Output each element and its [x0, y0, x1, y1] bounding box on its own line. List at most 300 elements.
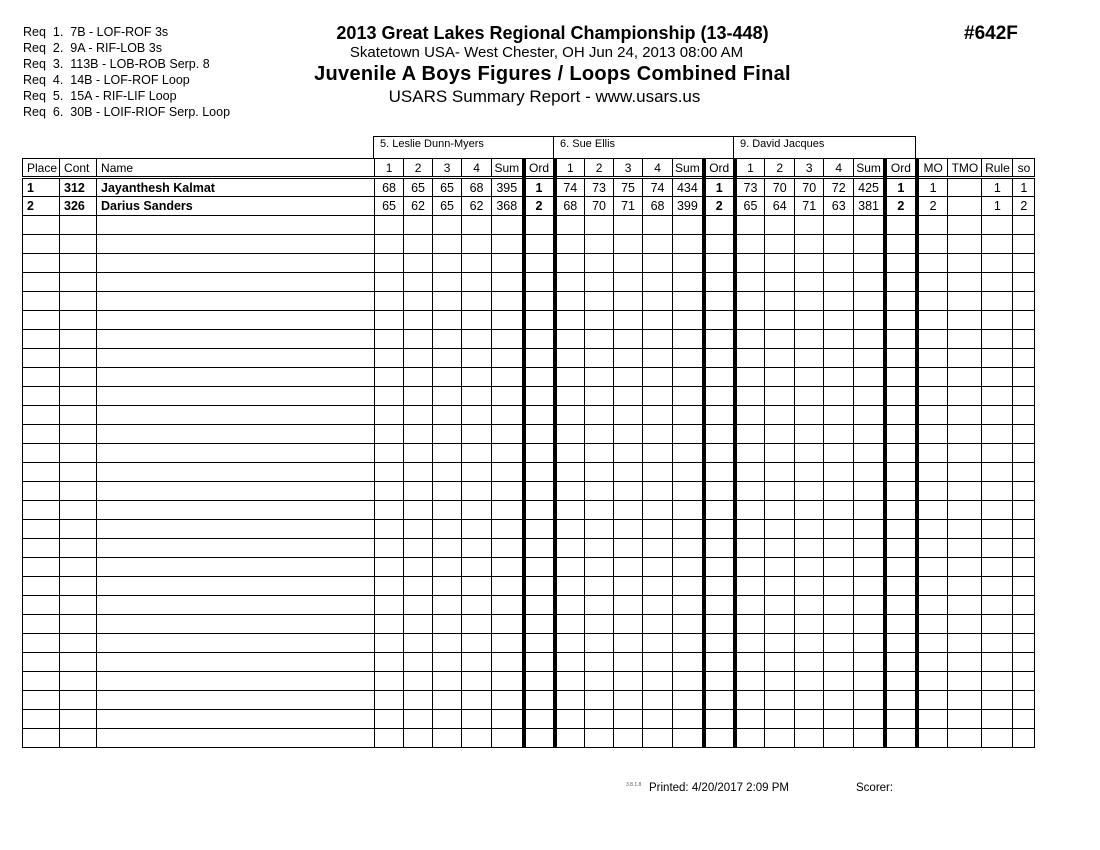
- empty-cell: [917, 710, 948, 729]
- empty-cell: [824, 463, 854, 482]
- ord-cell: 2: [885, 197, 917, 216]
- empty-cell: [462, 596, 492, 615]
- empty-cell: [433, 710, 462, 729]
- empty-cell: [555, 501, 585, 520]
- empty-cell: [735, 254, 765, 273]
- empty-cell: [1013, 634, 1035, 653]
- empty-cell: [948, 615, 982, 634]
- empty-cell: [462, 577, 492, 596]
- empty-cell: [704, 539, 735, 558]
- empty-cell: [643, 539, 673, 558]
- score-cell: 75: [614, 178, 643, 197]
- empty-cell: [885, 710, 917, 729]
- empty-cell: [765, 520, 795, 539]
- empty-table-row: [23, 558, 1035, 577]
- empty-cell: [23, 387, 60, 406]
- empty-cell: [585, 463, 614, 482]
- empty-cell: [824, 501, 854, 520]
- empty-cell: [60, 387, 97, 406]
- empty-cell: [948, 216, 982, 235]
- empty-cell: [97, 653, 375, 672]
- empty-cell: [885, 653, 917, 672]
- empty-cell: [917, 444, 948, 463]
- empty-cell: [917, 368, 948, 387]
- empty-cell: [97, 634, 375, 653]
- empty-cell: [1013, 425, 1035, 444]
- empty-cell: [524, 292, 555, 311]
- col-tmo: TMO: [948, 159, 982, 178]
- empty-cell: [673, 691, 704, 710]
- empty-cell: [23, 539, 60, 558]
- empty-cell: [765, 216, 795, 235]
- score-cell: 65: [735, 197, 765, 216]
- empty-cell: [735, 235, 765, 254]
- empty-cell: [885, 330, 917, 349]
- empty-cell: [23, 558, 60, 577]
- empty-cell: [524, 216, 555, 235]
- empty-cell: [462, 387, 492, 406]
- col-j1-2: 2: [404, 159, 433, 178]
- empty-cell: [404, 653, 433, 672]
- empty-cell: [97, 235, 375, 254]
- empty-table-row: [23, 254, 1035, 273]
- empty-cell: [555, 539, 585, 558]
- empty-cell: [735, 691, 765, 710]
- sum-cell: 381: [854, 197, 885, 216]
- empty-cell: [555, 368, 585, 387]
- empty-cell: [854, 216, 885, 235]
- empty-cell: [462, 444, 492, 463]
- col-cont: Cont: [60, 159, 97, 178]
- empty-cell: [795, 672, 824, 691]
- empty-cell: [735, 273, 765, 292]
- empty-cell: [375, 463, 404, 482]
- empty-cell: [492, 311, 524, 330]
- empty-cell: [885, 463, 917, 482]
- empty-cell: [60, 577, 97, 596]
- empty-cell: [917, 330, 948, 349]
- empty-cell: [704, 387, 735, 406]
- empty-cell: [433, 216, 462, 235]
- empty-cell: [917, 577, 948, 596]
- cont-cell: 312: [60, 178, 97, 197]
- empty-cell: [735, 463, 765, 482]
- empty-cell: [982, 729, 1013, 748]
- empty-cell: [795, 615, 824, 634]
- empty-cell: [795, 596, 824, 615]
- empty-cell: [854, 615, 885, 634]
- empty-table-row: [23, 539, 1035, 558]
- empty-cell: [492, 672, 524, 691]
- empty-cell: [704, 330, 735, 349]
- empty-cell: [917, 501, 948, 520]
- empty-cell: [795, 349, 824, 368]
- score-cell: 70: [585, 197, 614, 216]
- empty-cell: [585, 216, 614, 235]
- empty-table-row: [23, 368, 1035, 387]
- mo-cell: 2: [917, 197, 948, 216]
- empty-cell: [492, 216, 524, 235]
- col-j2-ord: Ord: [704, 159, 735, 178]
- empty-cell: [854, 482, 885, 501]
- empty-cell: [1013, 482, 1035, 501]
- empty-cell: [23, 292, 60, 311]
- empty-cell: [614, 672, 643, 691]
- tmo-cell: [948, 197, 982, 216]
- empty-cell: [60, 596, 97, 615]
- empty-cell: [854, 444, 885, 463]
- empty-cell: [375, 691, 404, 710]
- judge-header-2: 6. Sue Ellis: [553, 136, 734, 158]
- empty-cell: [585, 368, 614, 387]
- empty-cell: [555, 254, 585, 273]
- empty-table-row: [23, 729, 1035, 748]
- empty-cell: [948, 634, 982, 653]
- empty-table-row: [23, 672, 1035, 691]
- empty-cell: [492, 425, 524, 444]
- empty-cell: [735, 577, 765, 596]
- empty-cell: [375, 482, 404, 501]
- empty-cell: [1013, 406, 1035, 425]
- empty-cell: [824, 710, 854, 729]
- empty-cell: [555, 235, 585, 254]
- empty-cell: [765, 444, 795, 463]
- empty-cell: [1013, 520, 1035, 539]
- empty-cell: [375, 710, 404, 729]
- empty-cell: [982, 444, 1013, 463]
- empty-cell: [60, 292, 97, 311]
- empty-cell: [433, 577, 462, 596]
- empty-cell: [885, 444, 917, 463]
- empty-cell: [795, 235, 824, 254]
- empty-cell: [555, 672, 585, 691]
- col-j3-sum: Sum: [854, 159, 885, 178]
- empty-cell: [735, 425, 765, 444]
- empty-cell: [673, 368, 704, 387]
- empty-cell: [704, 596, 735, 615]
- empty-cell: [524, 463, 555, 482]
- empty-cell: [982, 672, 1013, 691]
- empty-cell: [555, 558, 585, 577]
- empty-cell: [492, 691, 524, 710]
- empty-cell: [885, 577, 917, 596]
- empty-cell: [433, 406, 462, 425]
- empty-table-row: [23, 406, 1035, 425]
- empty-cell: [97, 216, 375, 235]
- empty-cell: [885, 672, 917, 691]
- empty-cell: [735, 311, 765, 330]
- empty-table-row: [23, 653, 1035, 672]
- empty-cell: [885, 292, 917, 311]
- col-j3-4: 4: [824, 159, 854, 178]
- empty-cell: [917, 273, 948, 292]
- empty-cell: [23, 444, 60, 463]
- empty-cell: [982, 273, 1013, 292]
- empty-cell: [885, 235, 917, 254]
- empty-cell: [585, 349, 614, 368]
- empty-table-row: [23, 691, 1035, 710]
- empty-cell: [982, 463, 1013, 482]
- empty-cell: [524, 330, 555, 349]
- empty-cell: [917, 634, 948, 653]
- empty-cell: [585, 406, 614, 425]
- empty-cell: [917, 235, 948, 254]
- empty-cell: [97, 501, 375, 520]
- empty-cell: [735, 672, 765, 691]
- empty-cell: [375, 273, 404, 292]
- empty-cell: [824, 615, 854, 634]
- score-cell: 71: [795, 197, 824, 216]
- empty-cell: [433, 349, 462, 368]
- empty-cell: [23, 634, 60, 653]
- empty-cell: [60, 463, 97, 482]
- empty-table-row: [23, 501, 1035, 520]
- requirement-2: Req 2. 9A - RIF-LOB 3s: [23, 41, 162, 55]
- empty-cell: [524, 311, 555, 330]
- empty-table-row: [23, 463, 1035, 482]
- empty-cell: [433, 729, 462, 748]
- score-cell: 65: [433, 178, 462, 197]
- empty-cell: [1013, 691, 1035, 710]
- empty-cell: [885, 368, 917, 387]
- empty-cell: [795, 444, 824, 463]
- empty-cell: [23, 520, 60, 539]
- empty-cell: [673, 406, 704, 425]
- empty-cell: [765, 463, 795, 482]
- empty-cell: [643, 311, 673, 330]
- empty-cell: [585, 387, 614, 406]
- empty-cell: [824, 368, 854, 387]
- empty-cell: [704, 710, 735, 729]
- empty-cell: [885, 406, 917, 425]
- empty-cell: [555, 425, 585, 444]
- empty-cell: [735, 349, 765, 368]
- sum-cell: 399: [673, 197, 704, 216]
- empty-cell: [795, 634, 824, 653]
- empty-cell: [885, 216, 917, 235]
- empty-cell: [854, 710, 885, 729]
- empty-cell: [375, 254, 404, 273]
- empty-cell: [1013, 615, 1035, 634]
- empty-cell: [735, 501, 765, 520]
- empty-cell: [643, 235, 673, 254]
- empty-cell: [614, 558, 643, 577]
- empty-cell: [854, 387, 885, 406]
- empty-cell: [433, 501, 462, 520]
- empty-cell: [673, 330, 704, 349]
- empty-cell: [885, 311, 917, 330]
- empty-cell: [885, 520, 917, 539]
- empty-cell: [795, 292, 824, 311]
- score-cell: 68: [555, 197, 585, 216]
- empty-cell: [614, 444, 643, 463]
- score-cell: 63: [824, 197, 854, 216]
- empty-cell: [854, 235, 885, 254]
- empty-cell: [795, 330, 824, 349]
- col-j3-ord: Ord: [885, 159, 917, 178]
- empty-cell: [462, 672, 492, 691]
- empty-cell: [643, 482, 673, 501]
- empty-cell: [555, 463, 585, 482]
- empty-cell: [765, 615, 795, 634]
- empty-cell: [765, 254, 795, 273]
- empty-cell: [948, 368, 982, 387]
- empty-cell: [433, 672, 462, 691]
- empty-cell: [23, 691, 60, 710]
- empty-cell: [23, 653, 60, 672]
- empty-cell: [585, 558, 614, 577]
- empty-cell: [23, 425, 60, 444]
- empty-cell: [433, 368, 462, 387]
- empty-cell: [492, 501, 524, 520]
- empty-cell: [765, 349, 795, 368]
- empty-cell: [23, 311, 60, 330]
- empty-cell: [704, 501, 735, 520]
- empty-cell: [524, 691, 555, 710]
- empty-cell: [97, 463, 375, 482]
- empty-cell: [854, 729, 885, 748]
- empty-cell: [97, 691, 375, 710]
- score-cell: 70: [795, 178, 824, 197]
- col-j2-3: 3: [614, 159, 643, 178]
- empty-cell: [462, 311, 492, 330]
- empty-cell: [492, 273, 524, 292]
- empty-cell: [462, 425, 492, 444]
- empty-cell: [765, 330, 795, 349]
- empty-cell: [917, 653, 948, 672]
- tmo-cell: [948, 178, 982, 197]
- empty-cell: [643, 710, 673, 729]
- empty-cell: [735, 729, 765, 748]
- empty-cell: [643, 634, 673, 653]
- empty-cell: [704, 425, 735, 444]
- empty-cell: [854, 273, 885, 292]
- rule-cell: 1: [982, 197, 1013, 216]
- empty-cell: [643, 596, 673, 615]
- empty-cell: [375, 558, 404, 577]
- empty-cell: [97, 330, 375, 349]
- empty-cell: [643, 577, 673, 596]
- empty-cell: [948, 444, 982, 463]
- empty-table-row: [23, 634, 1035, 653]
- event-title: Juvenile A Boys Figures / Loops Combined Final: [314, 63, 791, 85]
- empty-cell: [948, 710, 982, 729]
- empty-cell: [404, 273, 433, 292]
- empty-cell: [704, 729, 735, 748]
- empty-cell: [795, 311, 824, 330]
- empty-cell: [673, 387, 704, 406]
- empty-cell: [765, 311, 795, 330]
- empty-cell: [492, 615, 524, 634]
- empty-cell: [60, 691, 97, 710]
- empty-cell: [404, 463, 433, 482]
- empty-cell: [1013, 577, 1035, 596]
- empty-cell: [885, 596, 917, 615]
- empty-cell: [555, 520, 585, 539]
- empty-cell: [404, 596, 433, 615]
- empty-cell: [585, 539, 614, 558]
- empty-cell: [97, 615, 375, 634]
- empty-cell: [462, 634, 492, 653]
- score-cell: 68: [462, 178, 492, 197]
- empty-cell: [404, 235, 433, 254]
- empty-cell: [60, 235, 97, 254]
- empty-cell: [704, 368, 735, 387]
- empty-cell: [824, 558, 854, 577]
- empty-cell: [765, 691, 795, 710]
- empty-cell: [735, 520, 765, 539]
- empty-table-row: [23, 577, 1035, 596]
- empty-cell: [375, 577, 404, 596]
- empty-cell: [982, 311, 1013, 330]
- empty-cell: [735, 634, 765, 653]
- empty-cell: [1013, 672, 1035, 691]
- empty-cell: [673, 292, 704, 311]
- empty-cell: [375, 311, 404, 330]
- empty-cell: [824, 349, 854, 368]
- empty-cell: [643, 501, 673, 520]
- empty-cell: [404, 501, 433, 520]
- empty-cell: [854, 558, 885, 577]
- empty-cell: [585, 691, 614, 710]
- empty-cell: [492, 444, 524, 463]
- empty-cell: [97, 254, 375, 273]
- requirement-1: Req 1. 7B - LOF-ROF 3s: [23, 25, 169, 39]
- empty-cell: [982, 596, 1013, 615]
- empty-cell: [1013, 539, 1035, 558]
- empty-cell: [585, 273, 614, 292]
- score-cell: 73: [735, 178, 765, 197]
- empty-cell: [948, 463, 982, 482]
- empty-cell: [643, 653, 673, 672]
- empty-cell: [643, 254, 673, 273]
- empty-cell: [917, 254, 948, 273]
- empty-cell: [1013, 311, 1035, 330]
- score-cell: 73: [585, 178, 614, 197]
- empty-cell: [375, 292, 404, 311]
- empty-cell: [885, 615, 917, 634]
- empty-cell: [917, 729, 948, 748]
- empty-cell: [948, 596, 982, 615]
- empty-cell: [704, 349, 735, 368]
- empty-cell: [854, 406, 885, 425]
- empty-cell: [60, 273, 97, 292]
- empty-cell: [704, 653, 735, 672]
- empty-cell: [643, 444, 673, 463]
- empty-cell: [585, 444, 614, 463]
- empty-cell: [375, 653, 404, 672]
- col-j1-3: 3: [433, 159, 462, 178]
- empty-cell: [765, 368, 795, 387]
- empty-cell: [765, 577, 795, 596]
- empty-cell: [404, 311, 433, 330]
- empty-cell: [404, 710, 433, 729]
- empty-cell: [555, 216, 585, 235]
- empty-cell: [854, 596, 885, 615]
- empty-cell: [704, 482, 735, 501]
- empty-cell: [404, 615, 433, 634]
- empty-cell: [433, 691, 462, 710]
- empty-cell: [60, 558, 97, 577]
- empty-cell: [585, 520, 614, 539]
- empty-cell: [982, 653, 1013, 672]
- empty-cell: [795, 254, 824, 273]
- empty-cell: [524, 273, 555, 292]
- empty-cell: [555, 406, 585, 425]
- empty-cell: [948, 539, 982, 558]
- empty-cell: [982, 615, 1013, 634]
- empty-table-row: [23, 615, 1035, 634]
